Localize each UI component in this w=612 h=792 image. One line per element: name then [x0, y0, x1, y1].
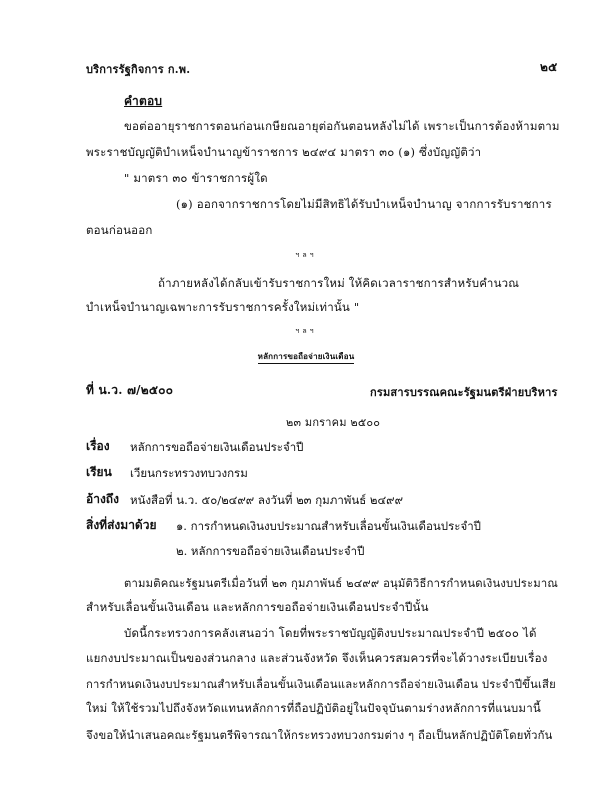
running-header: บริการรัฐกิจการ ก.พ. [86, 63, 191, 76]
section-separator: ฯลฯ [295, 251, 317, 259]
body-paragraph-line: แยกงบประมาณเป็นของส่วนกลาง และส่วนจังหวัด จึงเห็นควรสมควรที่จะได้วางระเบียบเรื่อง [86, 651, 548, 665]
section-separator: ฯลฯ [295, 327, 317, 335]
quote-line: บำเหน็จบำนาญเฉพาะการรับราชการครั้งใหม่เท่านั้น " [86, 300, 360, 314]
quote-line: ตอนก่อนออก [86, 223, 153, 237]
answer-paragraph-line: ขอต่ออายุราชการตอนก่อนเกษียณอายุต่อกันตอนหลังไม่ได้ เพราะเป็นการต้องห้ามตาม [124, 119, 560, 133]
enclosure-label: สิ่งที่ส่งมาด้วย [86, 518, 157, 532]
page-number: ๒๕ [540, 60, 558, 74]
body-paragraph-line: ใหม่ ให้ใช้รวมไปถึงจังหวัดแทนหลักการที่ถือปฏิบัติอยู่ในปัจจุบันตามร่างหลักการที่แนบมานี้ [86, 701, 541, 715]
body-paragraph-line: บัดนี้กระทรวงการคลังเสนอว่า โดยที่พระราชบัญญัติงบประมาณประจำปี ๒๕๐๐ ได้ [124, 626, 537, 640]
reference-label: อ้างถึง [86, 492, 119, 506]
body-paragraph-line: การกำหนดเงินงบประมาณสำหรับเลื่อนขั้นเงินเดือนและหลักการถือจ่ายเงินเดือน ประจำปีขึ้นเสีย [86, 678, 556, 691]
answer-paragraph-line: พระราชบัญญัติบำเหน็จบำนาญข้าราชการ ๒๔๙๔ มาตรา ๓๐ (๑) ซึ่งบัญญัติว่า [86, 145, 482, 159]
subject-value: หลักการขอถือจ่ายเงินเดือนประจำปี [130, 440, 304, 454]
recipient-label: เรียน [86, 465, 112, 479]
body-paragraph-line: จึงขอให้นำเสนอคณะรัฐมนตรีพิจารณาให้กระทรวงทบวงกรมต่าง ๆ ถือเป็นหลักปฏิบัติโดยทั่วกัน [86, 729, 553, 742]
enclosure-item: ๑. การกำหนดเงินงบประมาณสำหรับเลื่อนขั้นเงินเดือนประจำปี [176, 519, 481, 533]
reference-value: หนังสือที่ น.ว. ๕๐/๒๔๙๙ ลงวันที่ ๒๓ กุมภาพันธ์ ๒๔๙๙ [130, 493, 404, 507]
quote-line: " มาตรา ๓๐ ข้าราชการผู้ใด [124, 171, 268, 185]
document-number: ที่ น.ว. ๗/๒๕๐๐ [86, 383, 174, 397]
document-date: ๒๓ มกราคม ๒๕๐๐ [286, 416, 381, 429]
body-paragraph-line: สำหรับเลื่อนขั้นเงินเดือน และหลักการขอถือจ่ายเงินเดือนประจำปีนั้น [86, 600, 429, 614]
enclosure-item: ๒. หลักการขอถือจ่ายเงินเดือนประจำปี [176, 544, 365, 558]
quote-line: ถ้าภายหลังได้กลับเข้ารับราชการใหม่ ให้คิดเวลาราชการสำหรับคำนวณ [158, 276, 520, 290]
body-paragraph-line: ตามมติคณะรัฐมนตรีเมื่อวันที่ ๒๓ กุมภาพันธ์ ๒๔๙๙ อนุมัติวิธีการกำหนดเงินงบประมาณ [124, 577, 558, 590]
quote-line: (๑) ออกจากราชการโดยไม่มีสิทธิได้รับบำเหน็จบำนาญ จากการรับราชการ [176, 197, 552, 211]
subject-label: เรื่อง [86, 439, 110, 453]
recipient-value: เวียนกระทรวงทบวงกรม [130, 466, 248, 480]
answer-heading: คำตอบ [124, 94, 163, 108]
document-title: หลักการขอถือจ่ายเงินเดือน [0, 350, 612, 363]
issuing-organization: กรมสารบรรณคณะรัฐมนตรีฝ่ายบริหาร [370, 386, 558, 399]
